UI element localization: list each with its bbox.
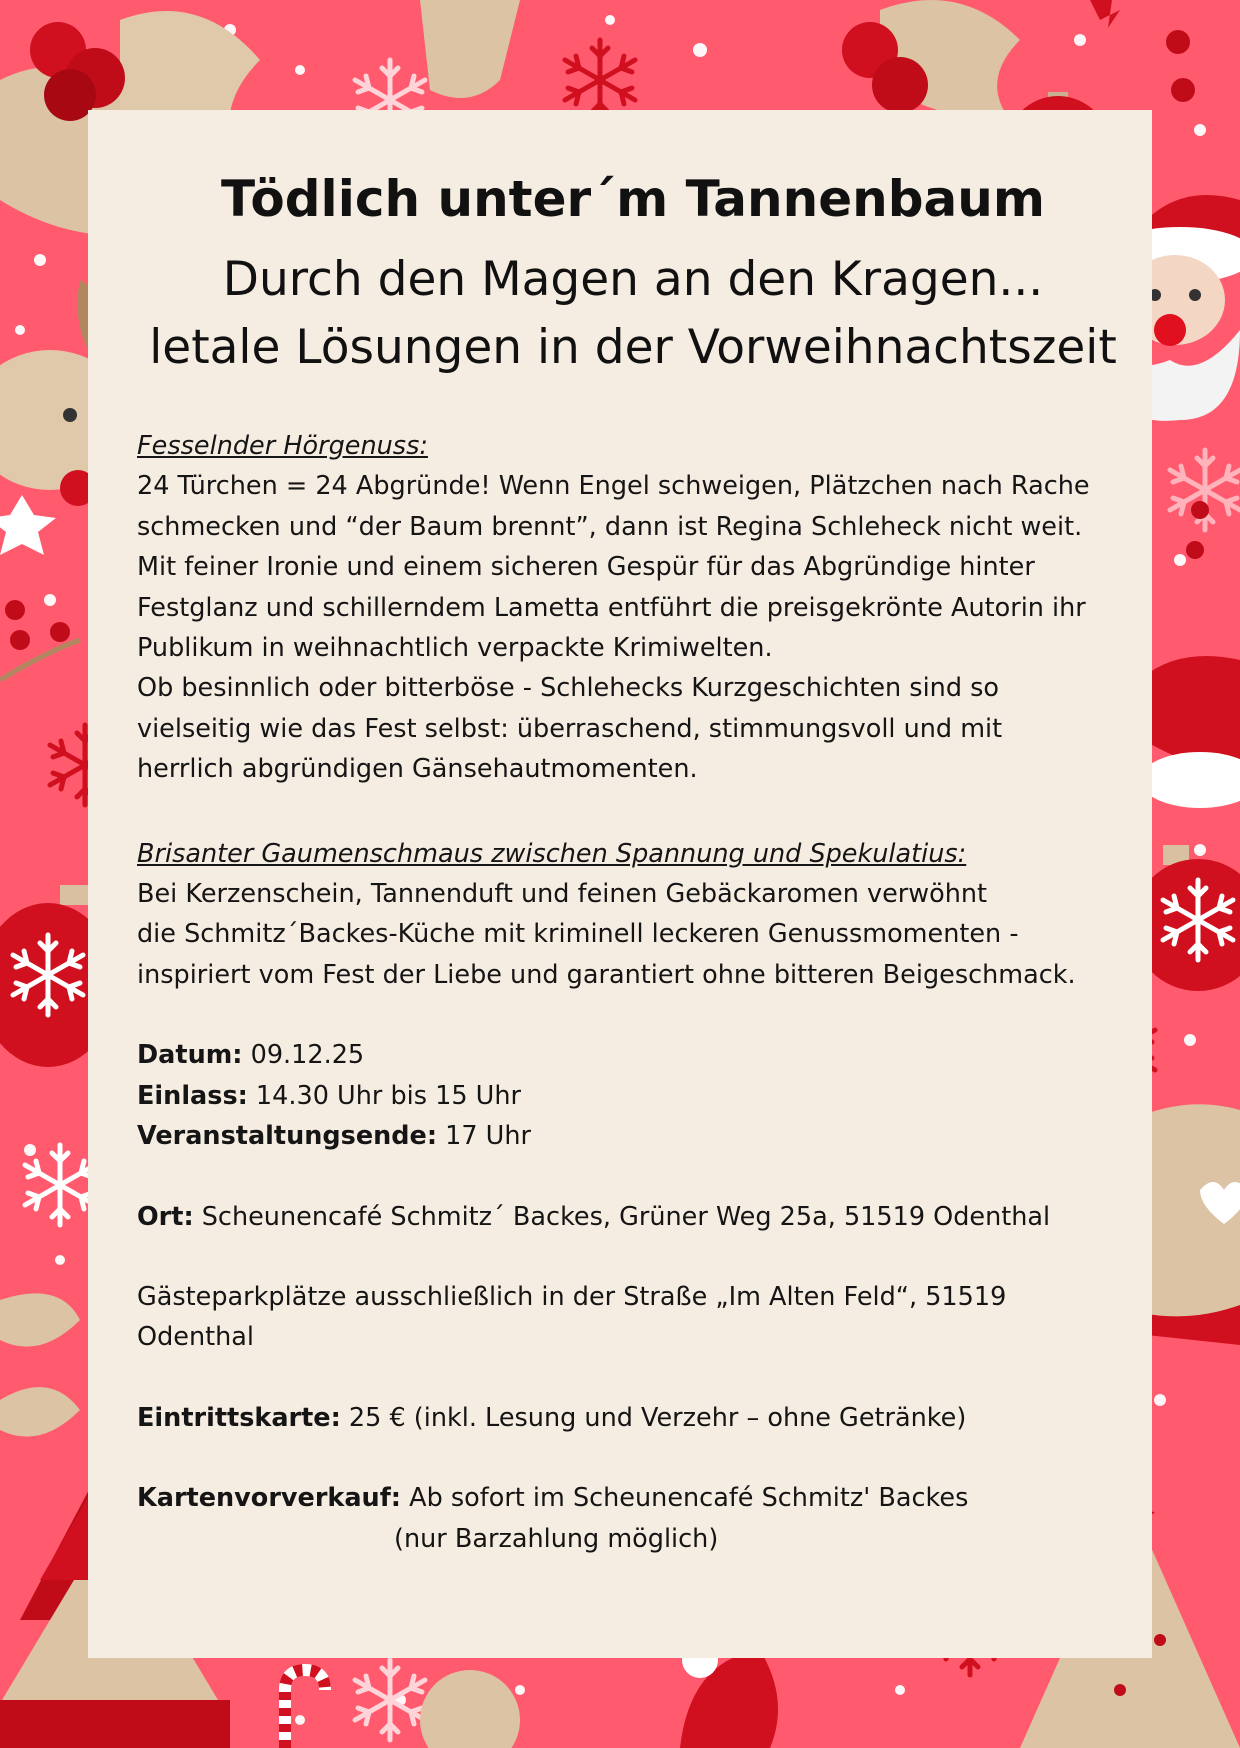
description-line: 24 Türchen = 24 Abgründe! Wenn Engel schweigen, Plätzchen nach Rache	[137, 471, 1090, 502]
parking-line: Gästeparkplätze ausschließlich in der Straße „Im Alten Feld“, 51519	[137, 1281, 1007, 1312]
parking-line: Odenthal	[137, 1322, 254, 1353]
snowflake-icon	[565, 40, 635, 120]
description-line: schmecken und “der Baum brennt”, dann ist Regina Schleheck nicht weit.	[137, 511, 1083, 542]
star-icon	[0, 495, 56, 555]
date-value: 09.12.25	[242, 1040, 365, 1071]
holly-icon	[1166, 30, 1195, 102]
location-label: Ort:	[137, 1201, 194, 1232]
event-subtitle-line-1: Durch den Magen an den Kragen...	[222, 252, 1044, 307]
end-row	[137, 1116, 1137, 1156]
entry-row	[137, 1076, 1137, 1116]
presale-row	[137, 1478, 1137, 1518]
snowflake-icon	[25, 1145, 95, 1225]
snowflake-icon	[1170, 450, 1240, 559]
section-heading-gaumenschmaus: Brisanter Gaumenschmaus zwischen Spannung und Spekulatius:	[137, 838, 967, 869]
gingerbread-icon	[420, 0, 520, 98]
description-line: vielseitig wie das Fest selbst: überraschend, stimmungsvoll und mit	[137, 713, 1003, 744]
snowflake-icon	[355, 1660, 425, 1740]
spacer	[137, 1358, 1137, 1398]
date-label: Datum:	[137, 1040, 243, 1071]
ticket-value: 25 € (inkl. Lesung und Verzehr – ohne Getränke)	[340, 1402, 967, 1433]
section-heading-hoergenuss: Fesselnder Hörgenuss:	[137, 431, 428, 461]
presale-value: Ab sofort im Scheunencafé Schmitz' Backes	[401, 1483, 969, 1514]
description-line: Mit feiner Ironie und einem sicheren Gespür für das Abgründige hinter	[137, 552, 1035, 583]
spacer	[137, 790, 1137, 834]
description-line: die Schmitz´Backes-Küche mit kriminell leckeren Genussmomenten -	[137, 919, 1019, 950]
spacer	[137, 1157, 1137, 1197]
leaf-branch-icon	[0, 1293, 80, 1436]
description-line: Ob besinnlich oder bitterböse - Schlehecks Kurzgeschichten sind so	[137, 673, 999, 704]
presale-label: Kartenvorverkauf:	[137, 1483, 402, 1514]
entry-label: Einlass:	[137, 1080, 248, 1111]
date-row	[137, 1035, 1137, 1075]
presale-note: (nur Barzahlung möglich)	[394, 1523, 719, 1554]
event-description	[137, 426, 1137, 1559]
description-line: Bei Kerzenschein, Tannenduft und feinen Gebäckaromen verwöhnt	[137, 879, 988, 910]
description-line: herrlich abgründigen Gänsehautmomenten.	[137, 754, 698, 785]
description-line: Festglanz und schillerndem Lametta entführt die preisgekrönte Autorin ihr	[137, 592, 1086, 623]
event-subtitle-line-2: letale Lösungen in der Vorweihnachtszeit	[149, 320, 1117, 375]
end-value: 17 Uhr	[437, 1121, 531, 1152]
berry-branch-icon	[0, 600, 80, 680]
candy-cane-icon	[285, 1670, 325, 1748]
event-title: Tödlich unter´m Tannenbaum	[221, 170, 1045, 228]
end-label: Veranstaltungsende:	[137, 1121, 438, 1152]
spacer	[137, 995, 1137, 1035]
location-value: Scheunencafé Schmitz´ Backes, Grüner Weg 25a, 51519 Odenthal	[193, 1201, 1051, 1232]
spacer	[137, 1438, 1137, 1478]
spacer	[137, 1237, 1137, 1277]
ticket-row	[137, 1398, 1137, 1438]
entry-value: 14.30 Uhr bis 15 Uhr	[247, 1080, 521, 1111]
description-line: Publikum in weihnachtlich verpackte Krimiwelten.	[137, 633, 773, 664]
location-row	[137, 1197, 1137, 1237]
description-line: inspiriert vom Fest der Liebe und garantiert ohne bitteren Beigeschmack.	[137, 959, 1076, 990]
ticket-label: Eintrittskarte:	[137, 1402, 341, 1433]
ornament-icon	[420, 1670, 520, 1748]
